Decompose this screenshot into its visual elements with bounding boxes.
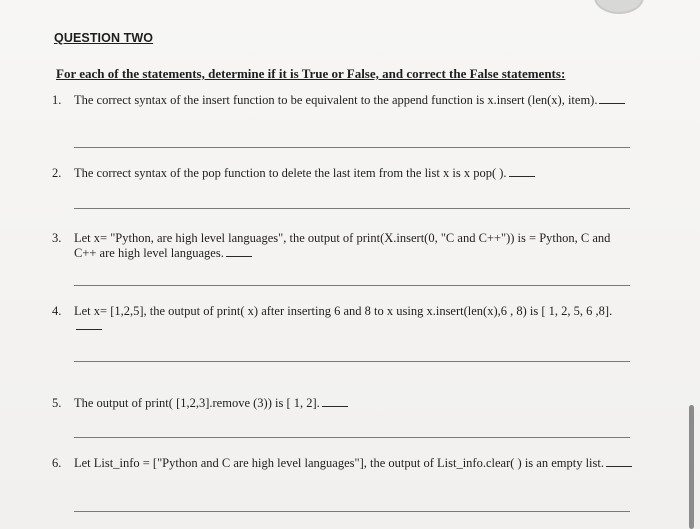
statement-number: 1. <box>52 93 62 107</box>
answer-line-6[interactable] <box>74 511 630 512</box>
statement-text: Let List_info = ["Python and C are high level languages"], the output of List_info.clear( ) is an empty list. <box>74 456 604 470</box>
statement-text: Let x= [1,2,5], the output of print( x) after inserting 6 and 8 to x using x.insert(len(x),6 , 8) is [ 1, 2, 5, 6 ,8]. <box>74 304 613 318</box>
answer-blank[interactable] <box>509 175 535 177</box>
statement-number: 3. <box>52 231 62 245</box>
answer-blank[interactable] <box>76 328 102 330</box>
answer-line-5[interactable] <box>74 437 630 438</box>
question-title: QUESTION TWO <box>54 31 154 45</box>
answer-blank[interactable] <box>322 405 348 407</box>
statement-text: The correct syntax of the insert function to be equivalent to the append function is x.insert (len(x), item). <box>74 93 598 107</box>
answer-line-3[interactable] <box>74 285 630 286</box>
statement-number: 6. <box>52 456 62 470</box>
answer-line-2[interactable] <box>74 208 630 209</box>
scrollbar[interactable] <box>689 405 694 529</box>
statement-item-4 <box>52 304 632 334</box>
answer-blank[interactable] <box>606 465 632 467</box>
answer-line-1[interactable] <box>74 147 630 148</box>
statement-number: 5. <box>52 396 62 410</box>
answer-blank[interactable] <box>226 255 252 257</box>
statement-item-1 <box>52 93 632 108</box>
statement-item-3 <box>52 231 632 261</box>
statement-item-2 <box>52 166 632 181</box>
corner-stamp-icon <box>594 0 644 14</box>
statement-item-5 <box>52 396 632 411</box>
instruction-text: For each of the statements, determine if it is True or False, and correct the False statements: <box>56 66 566 81</box>
statement-text: The correct syntax of the pop function to delete the last item from the list x is x pop( ). <box>74 166 507 180</box>
statement-item-6 <box>52 456 632 471</box>
statement-number: 2. <box>52 166 62 180</box>
statement-number: 4. <box>52 304 62 318</box>
statement-text: The output of print( [1,2,3].remove (3)) is [ 1, 2]. <box>74 396 320 410</box>
answer-line-4[interactable] <box>74 361 630 362</box>
answer-blank[interactable] <box>599 102 625 104</box>
statement-text: Let x= "Python, are high level languages", the output of print(X.insert(0, "C and C++")) is = Python, C and C++ are high level languages. <box>74 231 611 260</box>
